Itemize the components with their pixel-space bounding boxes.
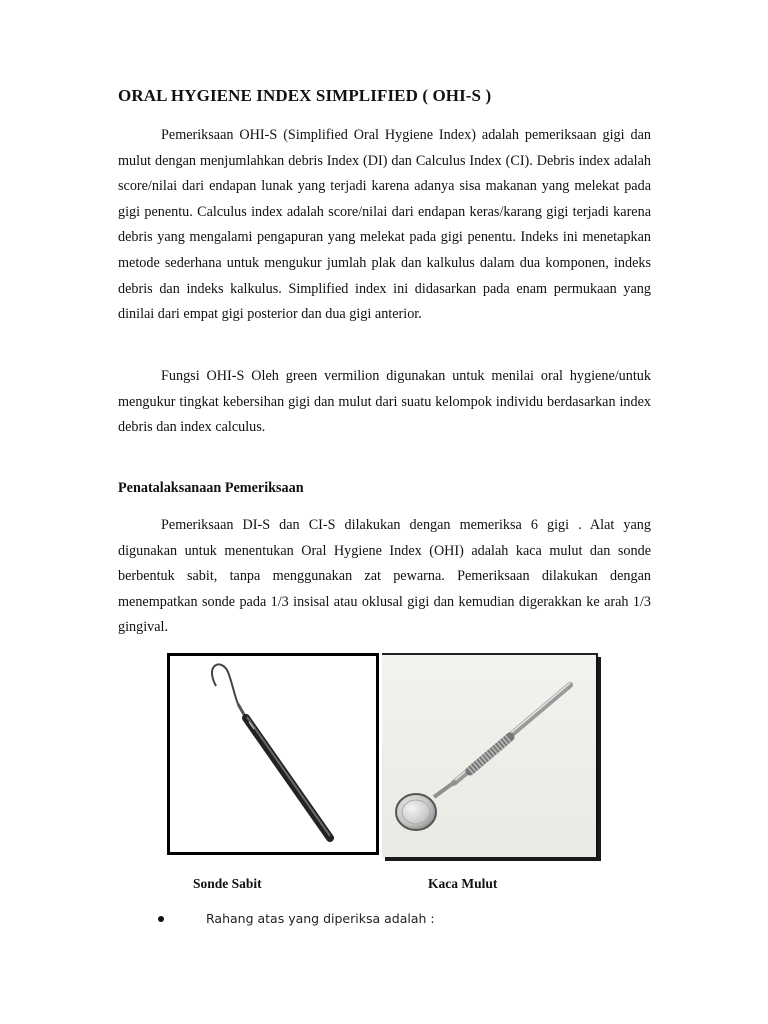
document-title: ORAL HYGIENE INDEX SIMPLIFIED ( OHI-S ) bbox=[118, 86, 492, 105]
paragraph-ohis-function: Fungsi OHI-S Oleh green vermilion digunakan untuk menilai oral hygiene/untuk mengukur tingkat kebersihan gigi dan mulut dari suatu kelompok individu berdasarkan index debris dan index calculus. bbox=[118, 368, 651, 436]
section-heading: Penatalaksanaan Pemeriksaan bbox=[118, 480, 304, 496]
caption-kaca-mulut: Kaca Mulut bbox=[428, 876, 498, 891]
mirror-image-panel bbox=[382, 653, 598, 857]
paragraph-ohis-definition: Pemeriksaan OHI-S (Simplified Oral Hygiene Index) adalah pemeriksaan gigi dan mulut dengan menjumlahkan debris Index (DI) dan Calculus Index (CI). Debris index adalah score/nilai dari endapan lunak yang terjadi karena adanya sisa makanan yang melekat pada gigi penentu. Calculus index adalah score/nilai dari endapan keras/karang gigi terjadi karena debris yang mengalami pengapuran yang melekat pada gigi penentu. Indeks ini menetapkan metode sederhana untuk mengukur jumlah plak dan kalkulus dalam dua komponen, indeks debris dan indeks kalkulus. Simplified index ini didasarkan pada enam permukaan yang dinilai dari empat gigi posterior dan dua gigi anterior. bbox=[118, 127, 651, 323]
explorer-image-panel bbox=[167, 653, 379, 855]
bullet-text: Rahang atas yang diperiksa adalah : bbox=[206, 911, 435, 926]
caption-sonde-sabit: Sonde Sabit bbox=[193, 876, 262, 891]
instrument-figure bbox=[167, 653, 600, 859]
bullet-icon bbox=[158, 916, 164, 922]
bullet-list-item bbox=[158, 911, 435, 928]
paragraph-procedure: Pemeriksaan DI-S dan CI-S dilakukan dengan memeriksa 6 gigi . Alat yang digunakan untuk menentukan Oral Hygiene Index (OHI) adalah kaca mulut dan sonde berbentuk sabit, tanpa menggunakan zat pewarna. Pemeriksaan dilakukan dengan menempatkan sonde pada 1/3 insisal atau oklusal gigi dan kemudian digerakkan ke arah 1/3 gingival. bbox=[118, 517, 651, 636]
dental-mirror-icon bbox=[382, 655, 596, 857]
dental-explorer-icon bbox=[170, 656, 376, 852]
